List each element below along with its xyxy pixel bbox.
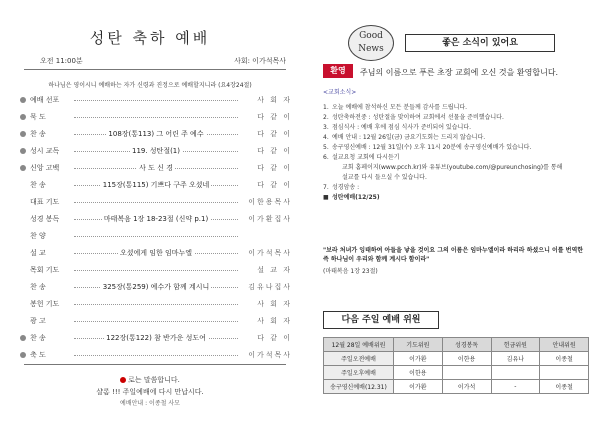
- divider: [24, 364, 286, 365]
- page-title: 성탄 축하 예배: [89, 29, 211, 47]
- dotted-leader: [74, 236, 238, 237]
- news-headline: 좋은 소식이 있어요: [405, 34, 555, 52]
- volunteer-table: [323, 337, 589, 394]
- table-cell: 이한용: [394, 366, 443, 380]
- presider: 사회: 이가석목사: [234, 57, 286, 65]
- order-row: [20, 281, 292, 293]
- order-item-leader: 다 같 이: [257, 113, 292, 121]
- dotted-leader: [74, 100, 238, 101]
- order-item-leader: 김유나집사: [248, 283, 292, 291]
- order-item-name: 대표 기도: [30, 198, 60, 206]
- announcement-number: 3.: [323, 124, 329, 131]
- order-item-name: 찬 양: [30, 232, 46, 240]
- order-item-name: 봉헌 기도: [30, 300, 60, 308]
- guide: 예배안내 : 이종철 사모: [120, 400, 180, 407]
- dotted-leader: [74, 304, 238, 305]
- notice-text: 로는 말씀합니다.: [128, 376, 180, 384]
- order-item-leader: 사 회 자: [257, 300, 292, 308]
- table-cell: -: [491, 380, 540, 394]
- table-body: [324, 352, 589, 394]
- announcement-text: 예배 안내 : 12월 26일(금) 금요기도회는 드리지 않습니다.: [332, 134, 486, 141]
- table-cell: 김유나: [491, 352, 540, 366]
- news-panel: [303, 0, 600, 424]
- order-item-name: 묵 도: [30, 113, 46, 121]
- dotted-leader: [74, 270, 238, 271]
- order-item-content: 오셨에게 임한 임마누엘: [119, 249, 193, 257]
- order-row: [20, 264, 292, 276]
- good-news-badge: [348, 25, 394, 61]
- order-row: [20, 230, 292, 242]
- order-row: [20, 315, 292, 327]
- table-cell: 송구영신예배(12.31): [324, 380, 394, 394]
- order-item-leader: 다 같 이: [257, 334, 292, 342]
- table-header-cell: 12월 28일 예배위원: [324, 338, 394, 352]
- order-row: [20, 94, 292, 106]
- table-row: [324, 366, 589, 380]
- order-item-name: 예배 선포: [30, 96, 60, 104]
- order-item-content: 108장(통113) 그 어린 주 예수: [108, 130, 204, 138]
- announcement-number: 2.: [323, 114, 329, 121]
- announcement-item: [323, 183, 359, 192]
- order-row: [20, 179, 292, 191]
- order-row: [20, 196, 292, 208]
- red-dot-icon: [120, 377, 126, 383]
- notice: [0, 375, 300, 385]
- table-cell: [442, 366, 491, 380]
- order-item-leader: 설 교 자: [257, 266, 292, 274]
- good-news-line1: Good: [359, 31, 383, 41]
- table-cell: 이가환: [394, 352, 443, 366]
- order-row: [20, 145, 292, 157]
- announcement-number: 4.: [323, 134, 329, 141]
- order-item-name: 신앙 고백: [30, 164, 60, 172]
- order-item-leader: 이가석목사: [248, 351, 292, 359]
- announcement-item: [333, 163, 562, 172]
- order-item-content: 마태복음 1장 18-23절 (신약 p.1): [103, 215, 209, 223]
- order-item-leader: 사 회 자: [257, 317, 292, 325]
- announcement-text: 오늘 예배에 참석하신 모든 분들께 감사를 드립니다.: [332, 104, 468, 111]
- dotted-leader: [74, 202, 238, 203]
- service-time: 오전 11:00분: [40, 57, 83, 65]
- bullet-icon: [20, 165, 26, 171]
- order-item-name: 찬 송: [30, 334, 46, 342]
- table-header-cell: 안내위원: [540, 338, 589, 352]
- announcement-item: [323, 103, 467, 112]
- table-cell: 이한용: [442, 352, 491, 366]
- order-item-content: 115장(통115) 기쁘다 구주 오셨네: [102, 181, 210, 189]
- table-cell: [540, 366, 589, 380]
- order-item-leader: 다 같 이: [257, 181, 292, 189]
- order-item-name: 성시 교독: [30, 147, 60, 155]
- table-row: [324, 352, 589, 366]
- order-item-name: 축 도: [30, 351, 46, 359]
- bullet-icon: [20, 131, 26, 137]
- bullet-icon: [20, 97, 26, 103]
- table-header-cell: 기도위원: [394, 338, 443, 352]
- order-item-name: 목회 기도: [30, 266, 60, 274]
- farewell: 샬롬 !!! 주일예배에 다시 만납시다.: [96, 388, 204, 396]
- table-cell: 이가환: [394, 380, 443, 394]
- intro-verse: 하나님은 영이시니 예배하는 자가 신령과 진정으로 예배할지니라 (요4장24절): [48, 82, 252, 89]
- order-item-content: 325장(통259) 예수가 함께 계시니: [102, 283, 210, 291]
- announcement-item: [333, 173, 427, 182]
- announcement-item: [323, 123, 471, 132]
- dotted-leader: [74, 355, 238, 356]
- announcement-text: 성경암송 :: [332, 184, 360, 191]
- order-row: [20, 332, 292, 344]
- table-header-cell: 헌금위원: [491, 338, 540, 352]
- order-row: [20, 162, 292, 174]
- next-week-title: 다음 주일 예배 위원: [323, 311, 439, 329]
- order-item-content: 사 도 신 경: [139, 164, 173, 172]
- verse-reference: (마태복음 1장 23절): [323, 268, 378, 275]
- announcement-number: 1.: [323, 104, 329, 111]
- good-news-line2: News: [358, 44, 384, 54]
- order-item-leader: 다 같 이: [257, 164, 292, 172]
- order-item-leader: 이가석목사: [248, 249, 292, 257]
- memory-verse: "보라 처녀가 잉태하여 아들을 낳을 것이요 그의 이름은 임마누엘이라 하리라 하셨으니 이를 번역한즉 하나님이 우리와 함께 계시다 함이라": [323, 247, 584, 263]
- order-row: [20, 213, 292, 225]
- announcement-text: 성탄축하전중 : 성탄절을 맞이하여 교회에서 선물을 준비했습니다.: [332, 114, 504, 121]
- order-item-leader: 다 같 이: [257, 130, 292, 138]
- dotted-leader: [74, 117, 238, 118]
- order-item-leader: 이한용목사: [248, 198, 292, 206]
- announcement-text: 성탄예배(12/25): [332, 194, 380, 201]
- announcement-number: ■: [323, 194, 329, 201]
- announcement-item: [323, 193, 380, 202]
- order-item-leader: 사 회 자: [257, 96, 292, 104]
- order-item-name: 찬 송: [30, 130, 46, 138]
- order-item-name: 찬 송: [30, 181, 46, 189]
- announcement-number: 5.: [323, 144, 329, 151]
- section-label: <교회소식>: [323, 89, 357, 96]
- table-cell: 이종철: [540, 352, 589, 366]
- table-row: [324, 380, 589, 394]
- order-item-leader: 이가환집사: [248, 215, 292, 223]
- bullet-icon: [20, 114, 26, 120]
- order-item-name: 성경 봉독: [30, 215, 60, 223]
- table-cell: 주일오후예배: [324, 366, 394, 380]
- table-header: [324, 338, 589, 352]
- announcement-text: 교회 홈페이지(www.pcch.kr)와 유튜브(youtube.com/@pureunchosing)를 통해: [342, 164, 563, 171]
- table-cell: 이가석: [442, 380, 491, 394]
- announcement-item: [323, 143, 531, 152]
- welcome-text: 주님의 이름으로 푸른 초장 교회에 오신 것을 환영합니다.: [360, 68, 559, 77]
- announcement-number: 7.: [323, 184, 329, 191]
- announcement-text: 설교를 다시 들으실 수 있습니다.: [342, 174, 427, 181]
- welcome-tag: 환영: [323, 64, 353, 78]
- table-cell: 이종철: [540, 380, 589, 394]
- announcement-item: [323, 133, 485, 142]
- announcement-text: 설교요청 교회에 다시듣기: [332, 154, 400, 161]
- order-row: [20, 128, 292, 140]
- order-item-name: 찬 송: [30, 283, 46, 291]
- order-row: [20, 247, 292, 259]
- announcement-text: 점심식사 : 예배 후에 점심 식사가 준비되어 있습니다.: [332, 124, 471, 131]
- announcement-number: 6.: [323, 154, 329, 161]
- announcement-item: [323, 153, 400, 162]
- order-item-name: 광 고: [30, 317, 46, 325]
- order-item-name: 설 교: [30, 249, 46, 257]
- table-cell: [491, 366, 540, 380]
- order-row: [20, 298, 292, 310]
- announcement-item: [323, 113, 504, 122]
- divider: [24, 69, 286, 70]
- announcement-text: 송구영신예배 : 12월 31일(수) 오후 11시 20분에 송구영신예배가 있습니다.: [332, 144, 532, 151]
- bullet-icon: [20, 335, 26, 341]
- order-item-content: 119. 성탄절(1): [131, 147, 180, 155]
- order-row: [20, 111, 292, 123]
- order-item-content: 122장(통122) 참 반가운 성도여: [106, 334, 206, 342]
- dotted-leader: [74, 321, 238, 322]
- bullet-icon: [20, 352, 26, 358]
- table-cell: 주일오전예배: [324, 352, 394, 366]
- order-row: [20, 349, 292, 361]
- bullet-icon: [20, 148, 26, 154]
- order-item-leader: 다 같 이: [257, 147, 292, 155]
- table-header-cell: 성경봉독: [442, 338, 491, 352]
